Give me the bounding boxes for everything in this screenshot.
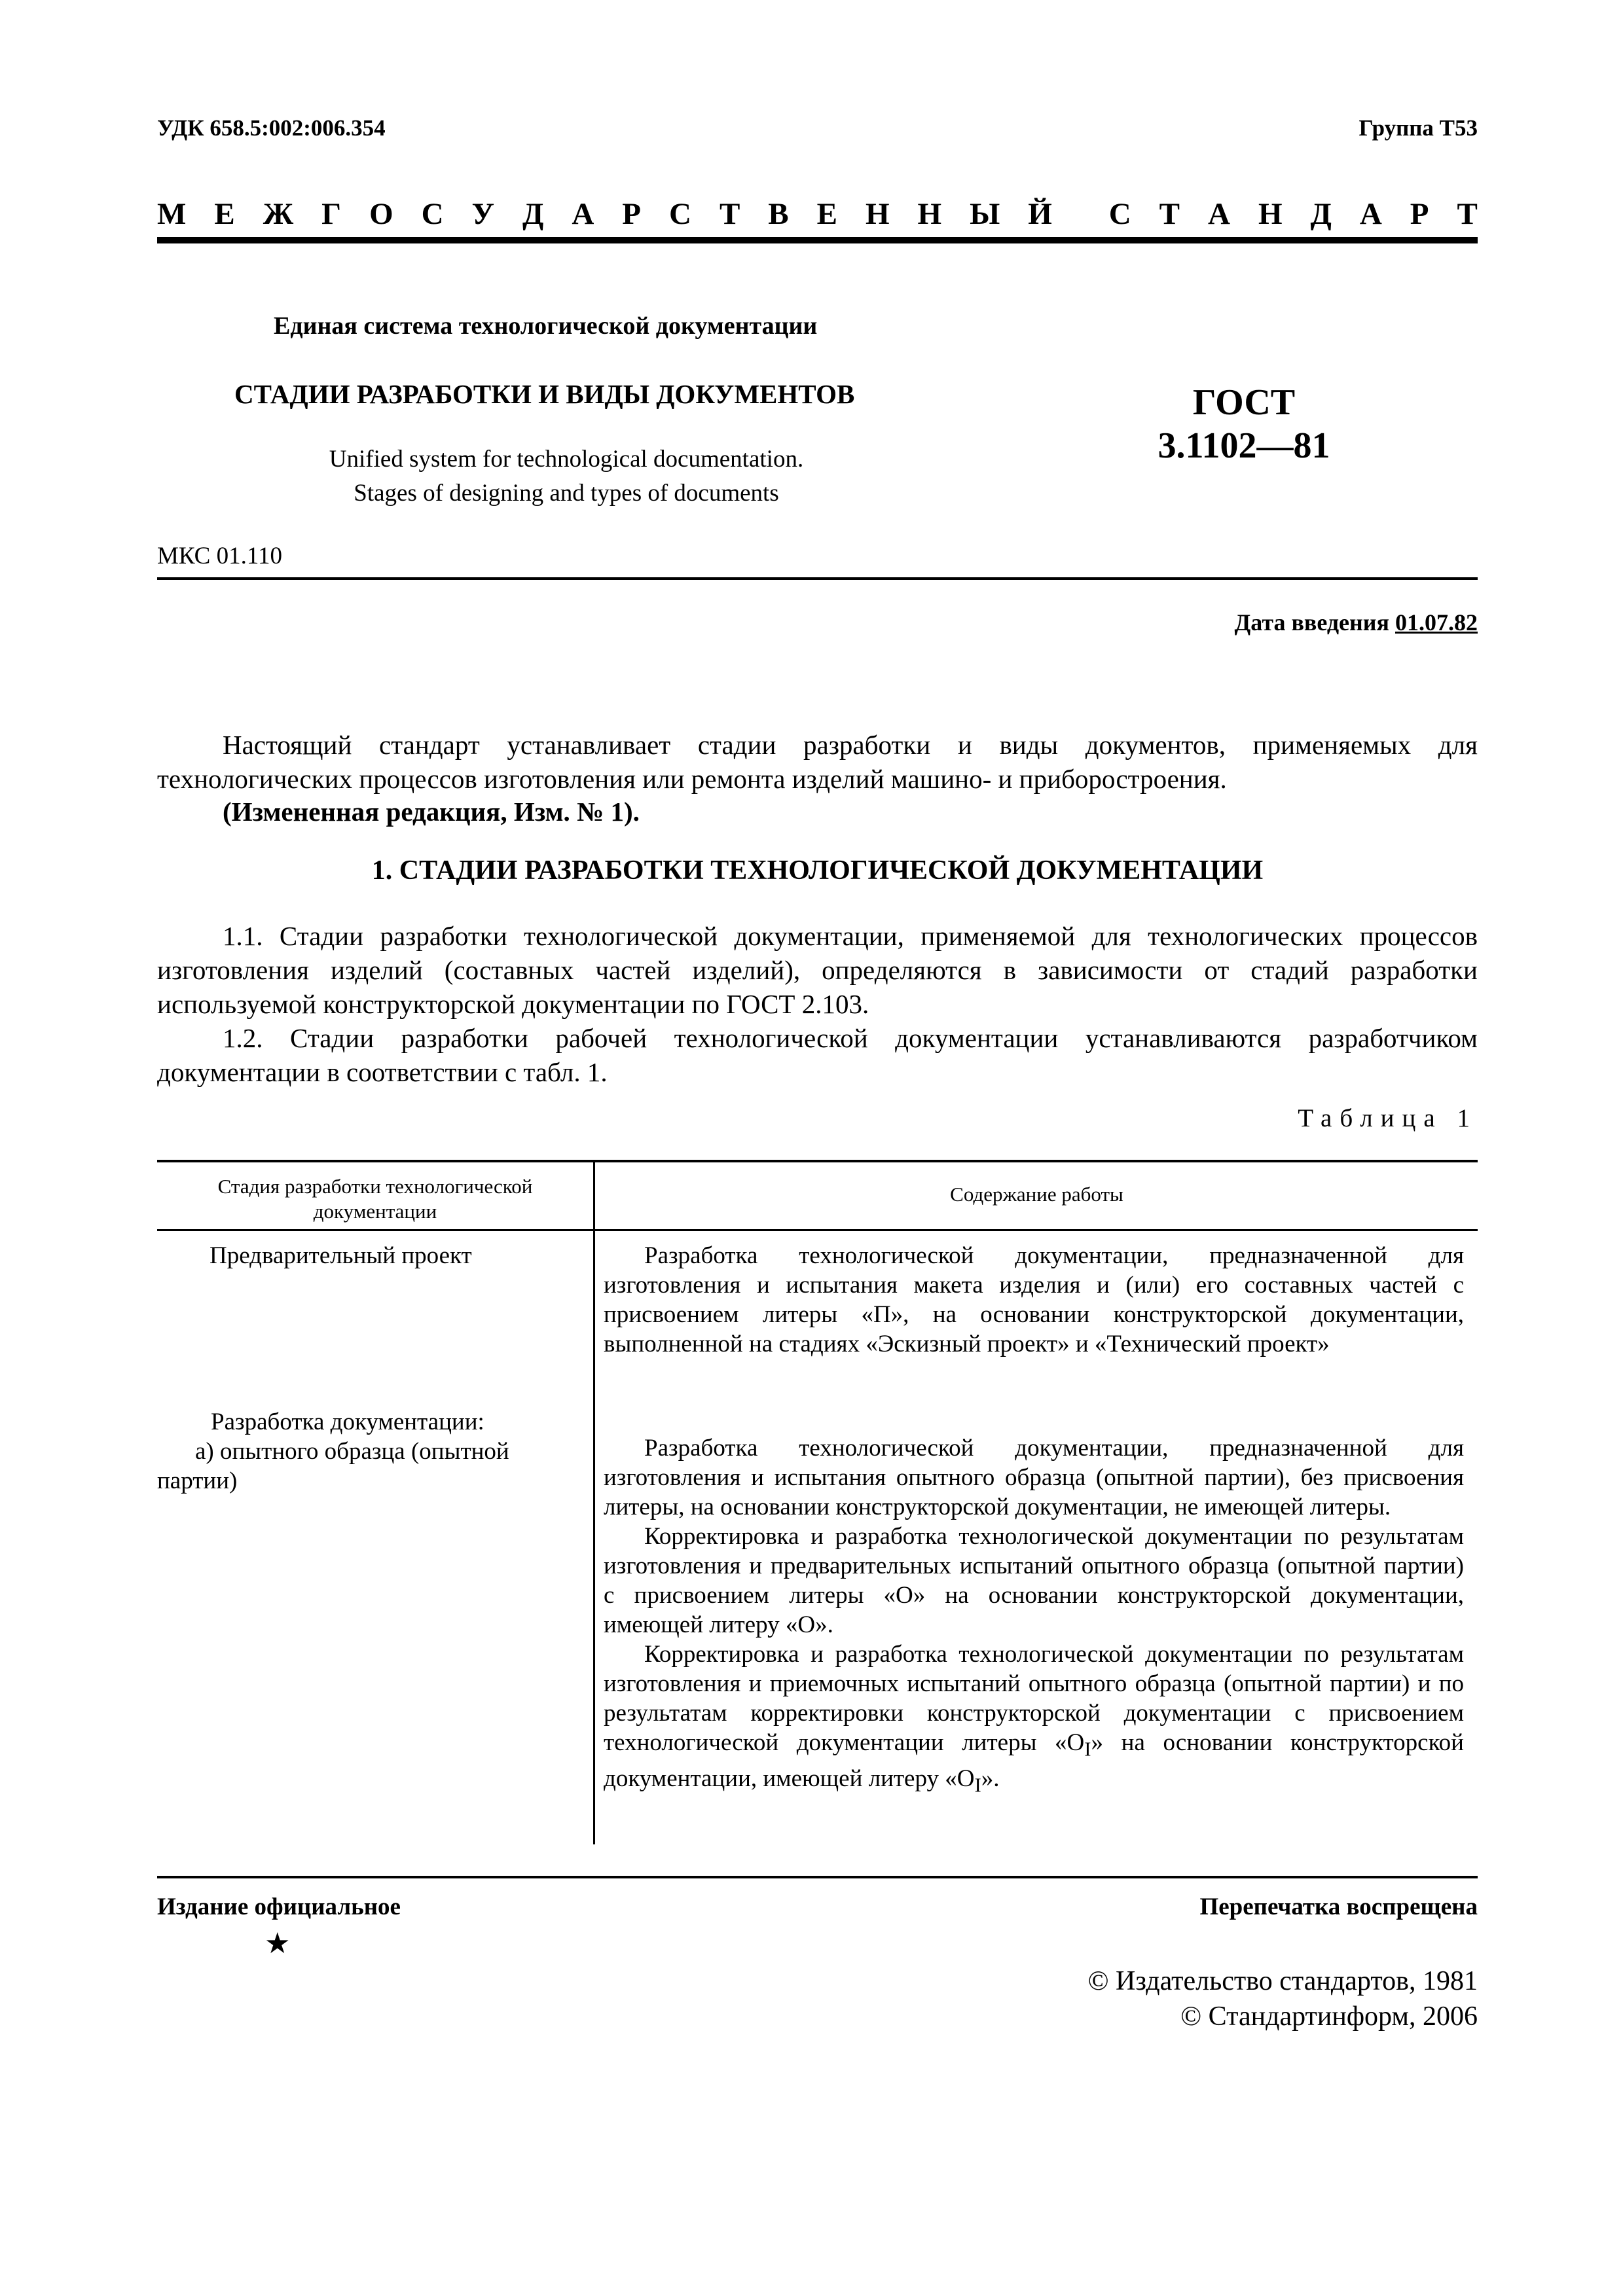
table-caption: Таблица 1	[1298, 1104, 1478, 1132]
banner-letter: Н	[917, 197, 942, 231]
banner-letter: Е	[214, 197, 235, 231]
star-icon: ★	[264, 1928, 291, 1960]
table-header-content: Содержание работы	[950, 1183, 1123, 1206]
content-development-part-1: Разработка технологической документации, предназначенной для изготовления и испытания опытного образца (опытной партии), без присвоения литеры, на основании конструкторской документации, не имеющей литеры.	[604, 1435, 1464, 1520]
official-edition: Издание официальное	[157, 1893, 401, 1920]
table-header-rule	[157, 1229, 1478, 1231]
banner-letter: У	[471, 197, 495, 231]
banner-letter: В	[768, 197, 789, 231]
content-preliminary-text: Разработка технологической документации, предназначенной для изготовления и испытания макета изделия и (или) его составных частей с присвоением литеры «П», на основании конструкторской документации, выполненной на стадиях «Эскизный проект» и «Технический проект»	[604, 1242, 1464, 1357]
banner-letter: А	[1208, 197, 1230, 231]
udk-code: УДК 658.5:002:006.354	[157, 115, 386, 141]
banner-letter: Н	[1258, 197, 1283, 231]
copyright-block	[1088, 1964, 1478, 2034]
header-rule	[157, 237, 1478, 243]
banner-letter: Ж	[263, 197, 294, 231]
table-cell-stage-preliminary: Предварительный проект	[210, 1242, 472, 1269]
mks-code: МКС 01.110	[157, 543, 282, 569]
content-development-part-3	[604, 1640, 1464, 1801]
intro-paragraph: Настоящий стандарт устанавливает стадии разработки и виды документов, применяемых для технологических процессов изготовления или ремонта изделий машино- и приборостроения.	[157, 730, 1478, 794]
section-1-heading: 1. СТАДИИ РАЗРАБОТКИ ТЕХНОЛОГИЧЕСКОЙ ДОКУМЕНТАЦИИ	[371, 855, 1264, 886]
copyright-2006: © Стандартинформ, 2006	[1180, 2001, 1478, 2032]
banner-letter: О	[369, 197, 393, 231]
banner-letter: Р	[1410, 197, 1429, 231]
gost-number: 3.1102—81	[1158, 425, 1330, 466]
gost-designation	[1113, 381, 1375, 467]
table-top-rule	[157, 1160, 1478, 1162]
date-value: 01.07.82	[1395, 609, 1478, 636]
content-development-part-3b: » на основании конструкторской документации, имеющей литеру «О	[604, 1729, 1464, 1793]
content-development-part-2: Корректировка и разработка технологической документации по результатам изготовления и предварительных испытаний опытного образца (опытной партии) с присвоением литеры «О» на основании конструкторской документации, имеющей литеру «О».	[604, 1523, 1464, 1638]
paragraph-1-1: 1.1. Стадии разработки технологической документации, применяемой для технологических процессов изготовления изделий (составных частей изделий), определяются в зависимости от стадий разработки используемой конструкторской документации по ГОСТ 2.103.	[157, 921, 1478, 1019]
table-column-divider	[593, 1160, 595, 1844]
document-title: СТАДИИ РАЗРАБОТКИ И ВИДЫ ДОКУМЕНТОВ	[234, 379, 855, 409]
banner-letter: Н	[865, 197, 890, 231]
gost-label: ГОСТ	[1192, 382, 1296, 423]
table-cell-stage-development	[157, 1407, 576, 1496]
content-development-part-3a: Корректировка и разработка технологической документации по результатам изготовления и приемочных испытаний опытного образца (опытной партии) и по результатам корректировки конструкторской документации с присвоением технологической документации литеры «О	[604, 1641, 1464, 1756]
literal-subscript: I	[974, 1774, 981, 1797]
date-label: Дата введения	[1234, 609, 1389, 636]
english-title	[262, 442, 871, 511]
intro-amendment-note: (Измененная редакция, Изм. № 1).	[223, 797, 640, 827]
english-title-line-2: Stages of designing and types of documents	[354, 480, 779, 507]
stage-prototype-line-end: партии)	[157, 1467, 238, 1494]
content-development-part-3c: ».	[981, 1765, 1000, 1793]
banner-letter: С	[669, 197, 691, 231]
table-header-stage: Стадия разработки технологической документации	[217, 1175, 533, 1223]
banner-letter: Д	[522, 197, 544, 231]
footer-rule	[157, 1876, 1478, 1878]
stage-development-title: Разработка документации:	[211, 1408, 484, 1435]
banner-letter: Г	[321, 197, 342, 231]
banner-letter: Т	[1457, 197, 1478, 231]
banner-letter: Т	[719, 197, 740, 231]
banner-letter: Д	[1310, 197, 1332, 231]
banner-letter: А	[572, 197, 594, 231]
banner-letter: М	[157, 197, 187, 231]
table-cell-content-preliminary	[604, 1241, 1464, 1359]
banner-letter: Ы	[970, 197, 1000, 231]
banner-letter: Е	[816, 197, 837, 231]
system-name: Единая система технологической документации	[274, 312, 818, 340]
copyright-1981: © Издательство стандартов, 1981	[1087, 1966, 1478, 1996]
group-code: Группа Т53	[1359, 115, 1478, 141]
reprint-prohibited: Перепечатка воспрещена	[1199, 1893, 1478, 1920]
title-rule	[157, 577, 1478, 580]
banner-letter: Т	[1159, 197, 1180, 231]
paragraph-1-2: 1.2. Стадии разработки рабочей технологической документации устанавливаются разработчиком документации в соответствии с табл. 1.	[157, 1023, 1478, 1087]
interstate-standard-banner	[157, 196, 1478, 232]
literal-subscript: I	[1084, 1738, 1091, 1761]
banner-letter: Й	[1028, 197, 1052, 231]
banner-word-gap	[1080, 196, 1081, 232]
banner-letter: Р	[622, 197, 642, 231]
table-cell-content-development	[604, 1433, 1464, 1801]
banner-letter: С	[421, 197, 444, 231]
stage-prototype-line: а) опытного образца (опытной	[195, 1438, 509, 1465]
english-title-line-1: Unified system for technological documentation.	[329, 446, 804, 473]
banner-letter: А	[1359, 197, 1382, 231]
introduction-date	[1235, 609, 1478, 636]
banner-letter: С	[1108, 197, 1131, 231]
